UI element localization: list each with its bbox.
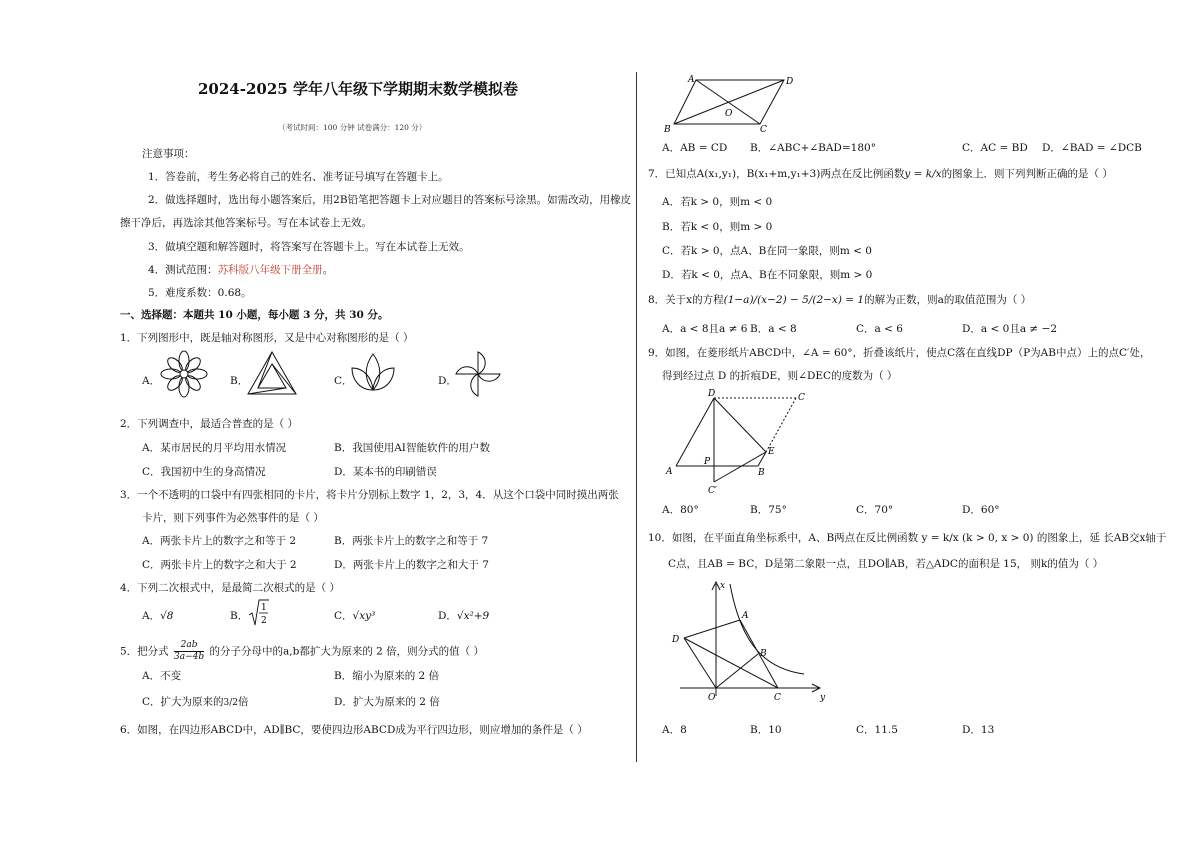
label-B: B — [664, 125, 671, 134]
q2-option-b[interactable]: B．我国使用AI智能软件的用户数 — [334, 442, 490, 454]
column-divider — [636, 72, 637, 762]
svg-text:2: 2 — [261, 616, 267, 626]
q6-option-c[interactable]: C．AC = BD — [962, 142, 1028, 154]
q6-stem: 6．如图，在四边形ABCD中，AD∥BC，要使四边形ABCD成为平行四边形，则应增加的条件是（ ） — [120, 724, 588, 736]
label-C: C — [798, 393, 805, 403]
sqrt-half — [248, 598, 270, 628]
q10-coordinate-figure — [660, 578, 832, 704]
note-item: 1．答卷前，考生务必将自己的姓名、准考证号填写在答题卡上。 — [148, 171, 449, 183]
notes-heading: 注意事项： — [142, 148, 195, 160]
label-x: x — [720, 581, 726, 591]
label-B: B — [760, 649, 767, 659]
q1-option-b[interactable]: B． — [230, 375, 249, 387]
q3-option-b[interactable]: B．两张卡片上的数字之和等于 7 — [334, 535, 489, 547]
q7-option-a[interactable]: A．若k > 0，则m < 0 — [662, 196, 773, 208]
q1-stem: 1．下列图形中，既是轴对称图形，又是中心对称图形的是（ ） — [120, 332, 414, 344]
label-O: O — [725, 109, 733, 119]
q9-rhombus-figure — [662, 386, 822, 498]
q4-option-c[interactable]: C．√xy³ — [334, 610, 376, 622]
page-title: 2024-2025 学年八年级下学期期末数学模拟卷 — [198, 80, 518, 98]
q7-stem: 7．已知点A(x₁,y₁)，B(x₁+m,y₁+3)两点在反比例函数y = k/x的图象上．则下列判断正确的是（ ） — [648, 168, 1113, 180]
q9-option-b[interactable]: B．75° — [750, 504, 787, 516]
q2-option-d[interactable]: D．某本书的印刷错误 — [334, 466, 437, 478]
pinwheel-figure — [454, 350, 502, 398]
q9-stem-cont: 得到经过点 D 的折痕DE，则∠DEC的度数为（ ） — [662, 370, 898, 382]
right-column — [648, 70, 1167, 760]
q2-option-a[interactable]: A．某市居民的月平均用水情况 — [142, 442, 287, 454]
q9-option-a[interactable]: A．80° — [662, 504, 699, 516]
q7-option-d[interactable]: D．若k < 0，点A、B在不同象限，则m > 0 — [662, 269, 873, 281]
flower-figure — [160, 350, 208, 398]
label-A: A — [688, 75, 695, 85]
label-C-prime: C′ — [708, 486, 717, 496]
q1-option-a[interactable]: A． — [142, 375, 161, 387]
q10-option-b[interactable]: B．10 — [750, 724, 782, 736]
note-item: 擦干净后，再选涂其他答案标号。写在本试卷上无效。 — [120, 217, 372, 229]
q1-option-c[interactable]: C． — [334, 375, 353, 387]
note-item: 2．做选择题时，选出每小题答案后，用2B铅笔把答题卡上对应题目的答案标号涂黑。如需改动，用橡皮 — [148, 194, 632, 206]
q10-option-d[interactable]: D．13 — [962, 724, 995, 736]
label-P: P — [704, 457, 711, 467]
q5-stem: 5．把分式 $\frac{2ab}{3a-4b}$ 的分子分母中的a,b都扩大为原来的 2 倍，则分式的值（ ） — [120, 640, 485, 662]
label-E: E — [768, 447, 775, 457]
left-column — [120, 70, 632, 760]
q3-stem-cont: 卡片，则下列事件为必然事件的是（ ） — [142, 512, 324, 524]
exam-subtitle: （考试时间：100 分钟 试卷满分：120 分） — [278, 123, 427, 132]
q3-option-d[interactable]: D．两张卡片上的数字之和大于 7 — [334, 559, 489, 571]
q8-option-a[interactable]: A．a < 8且a ≠ 6 — [662, 323, 748, 335]
q3-stem: 3．一个不透明的口袋中有四张相同的卡片，将卡片分别标上数字 1，2，3，4．从这个口袋中同时摸出两张 — [120, 489, 619, 501]
q1-option-d[interactable]: D． — [438, 375, 457, 387]
q6-option-d[interactable]: D．∠BAD = ∠DCB — [1042, 142, 1142, 154]
q2-stem: 2．下列调查中，最适合普查的是（ ） — [120, 418, 299, 430]
q7-option-c[interactable]: C．若k > 0，点A、B在同一象限，则m < 0 — [662, 245, 872, 257]
q10-stem: 10．如图，在平面直角坐标系中，A、B两点在反比例函数 y = k/x (k > 0, x > 0) 的图象上，延 长AB交x轴于 — [648, 532, 1167, 544]
q4-option-d[interactable]: D．√x²+9 — [438, 610, 490, 622]
section-heading: 一、选择题：本题共 10 小题，每小题 3 分，共 30 分。 — [120, 309, 389, 321]
recycle-figure — [246, 350, 298, 398]
q4-stem: 4．下列二次根式中，是最简二次根式的是（ ） — [120, 582, 341, 594]
q8-option-c[interactable]: C．a < 6 — [856, 323, 903, 335]
q5-option-a[interactable]: A．不变 — [142, 670, 182, 682]
q2-option-c[interactable]: C．我国初中生的身高情况 — [142, 466, 266, 478]
lotus-figure — [348, 350, 398, 398]
q5-option-d[interactable]: D．扩大为原来的 2 倍 — [334, 696, 440, 708]
label-C: C — [774, 693, 781, 703]
q5-option-b[interactable]: B．缩小为原来的 2 倍 — [334, 670, 440, 682]
label-D: D — [708, 389, 716, 399]
q4-option-b[interactable]: B． — [230, 610, 249, 622]
q6-parallelogram-figure — [664, 72, 804, 134]
label-A: A — [742, 611, 749, 621]
range-highlight: 苏科版八年级下册全册 — [217, 264, 323, 276]
label-D: D — [786, 77, 794, 87]
q6-option-a[interactable]: A．AB = CD — [662, 142, 728, 154]
note-item: 4．测试范围：苏科版八年级下册全册。 — [148, 264, 334, 276]
q9-option-d[interactable]: D．60° — [962, 504, 1000, 516]
q9-stem: 9．如图，在菱形纸片ABCD中，∠A = 60°，折叠该纸片，使点C落在直线DP（P为AB中点）上的点C′处， — [648, 347, 1151, 359]
q3-option-a[interactable]: A．两张卡片上的数字之和等于 2 — [142, 535, 297, 547]
q7-option-b[interactable]: B．若k < 0，则m > 0 — [662, 221, 773, 233]
q10-option-a[interactable]: A．8 — [662, 724, 687, 736]
q8-option-d[interactable]: D．a < 0且a ≠ −2 — [962, 323, 1058, 335]
q10-option-c[interactable]: C．11.5 — [856, 724, 898, 736]
label-A: A — [666, 467, 673, 477]
q6-option-b[interactable]: B．∠ABC+∠BAD=180° — [750, 142, 876, 154]
q8-option-b[interactable]: B．a < 8 — [750, 323, 797, 335]
q9-option-c[interactable]: C．70° — [856, 504, 894, 516]
label-B: B — [758, 468, 765, 478]
note-item: 3．做填空题和解答题时，将答案写在答题卡上。写在本试卷上无效。 — [148, 241, 470, 253]
note-item: 5．难度系数：0.68。 — [148, 287, 252, 299]
q3-option-c[interactable]: C．两张卡片上的数字之和大于 2 — [142, 559, 297, 571]
q5-option-c[interactable]: C．扩大为原来的3/2倍 — [142, 696, 249, 708]
label-y: y — [820, 693, 826, 703]
label-C: C — [760, 125, 767, 134]
q4-option-a[interactable]: A．√8 — [142, 610, 174, 622]
q8-stem: 8．关于x的方程(1−a)/(x−2) − 5/(2−x) = 1的解为正数，则a的取值范围为（ ） — [648, 294, 1032, 306]
label-D: D — [672, 635, 680, 645]
svg-text:1: 1 — [261, 603, 267, 613]
q10-stem-cont: C点，且AB = BC，D是第二象限一点，且DO∥AB，若△ADC的面积是 15， 则k的值为（ ） — [668, 558, 1104, 570]
label-O: O — [708, 693, 716, 703]
